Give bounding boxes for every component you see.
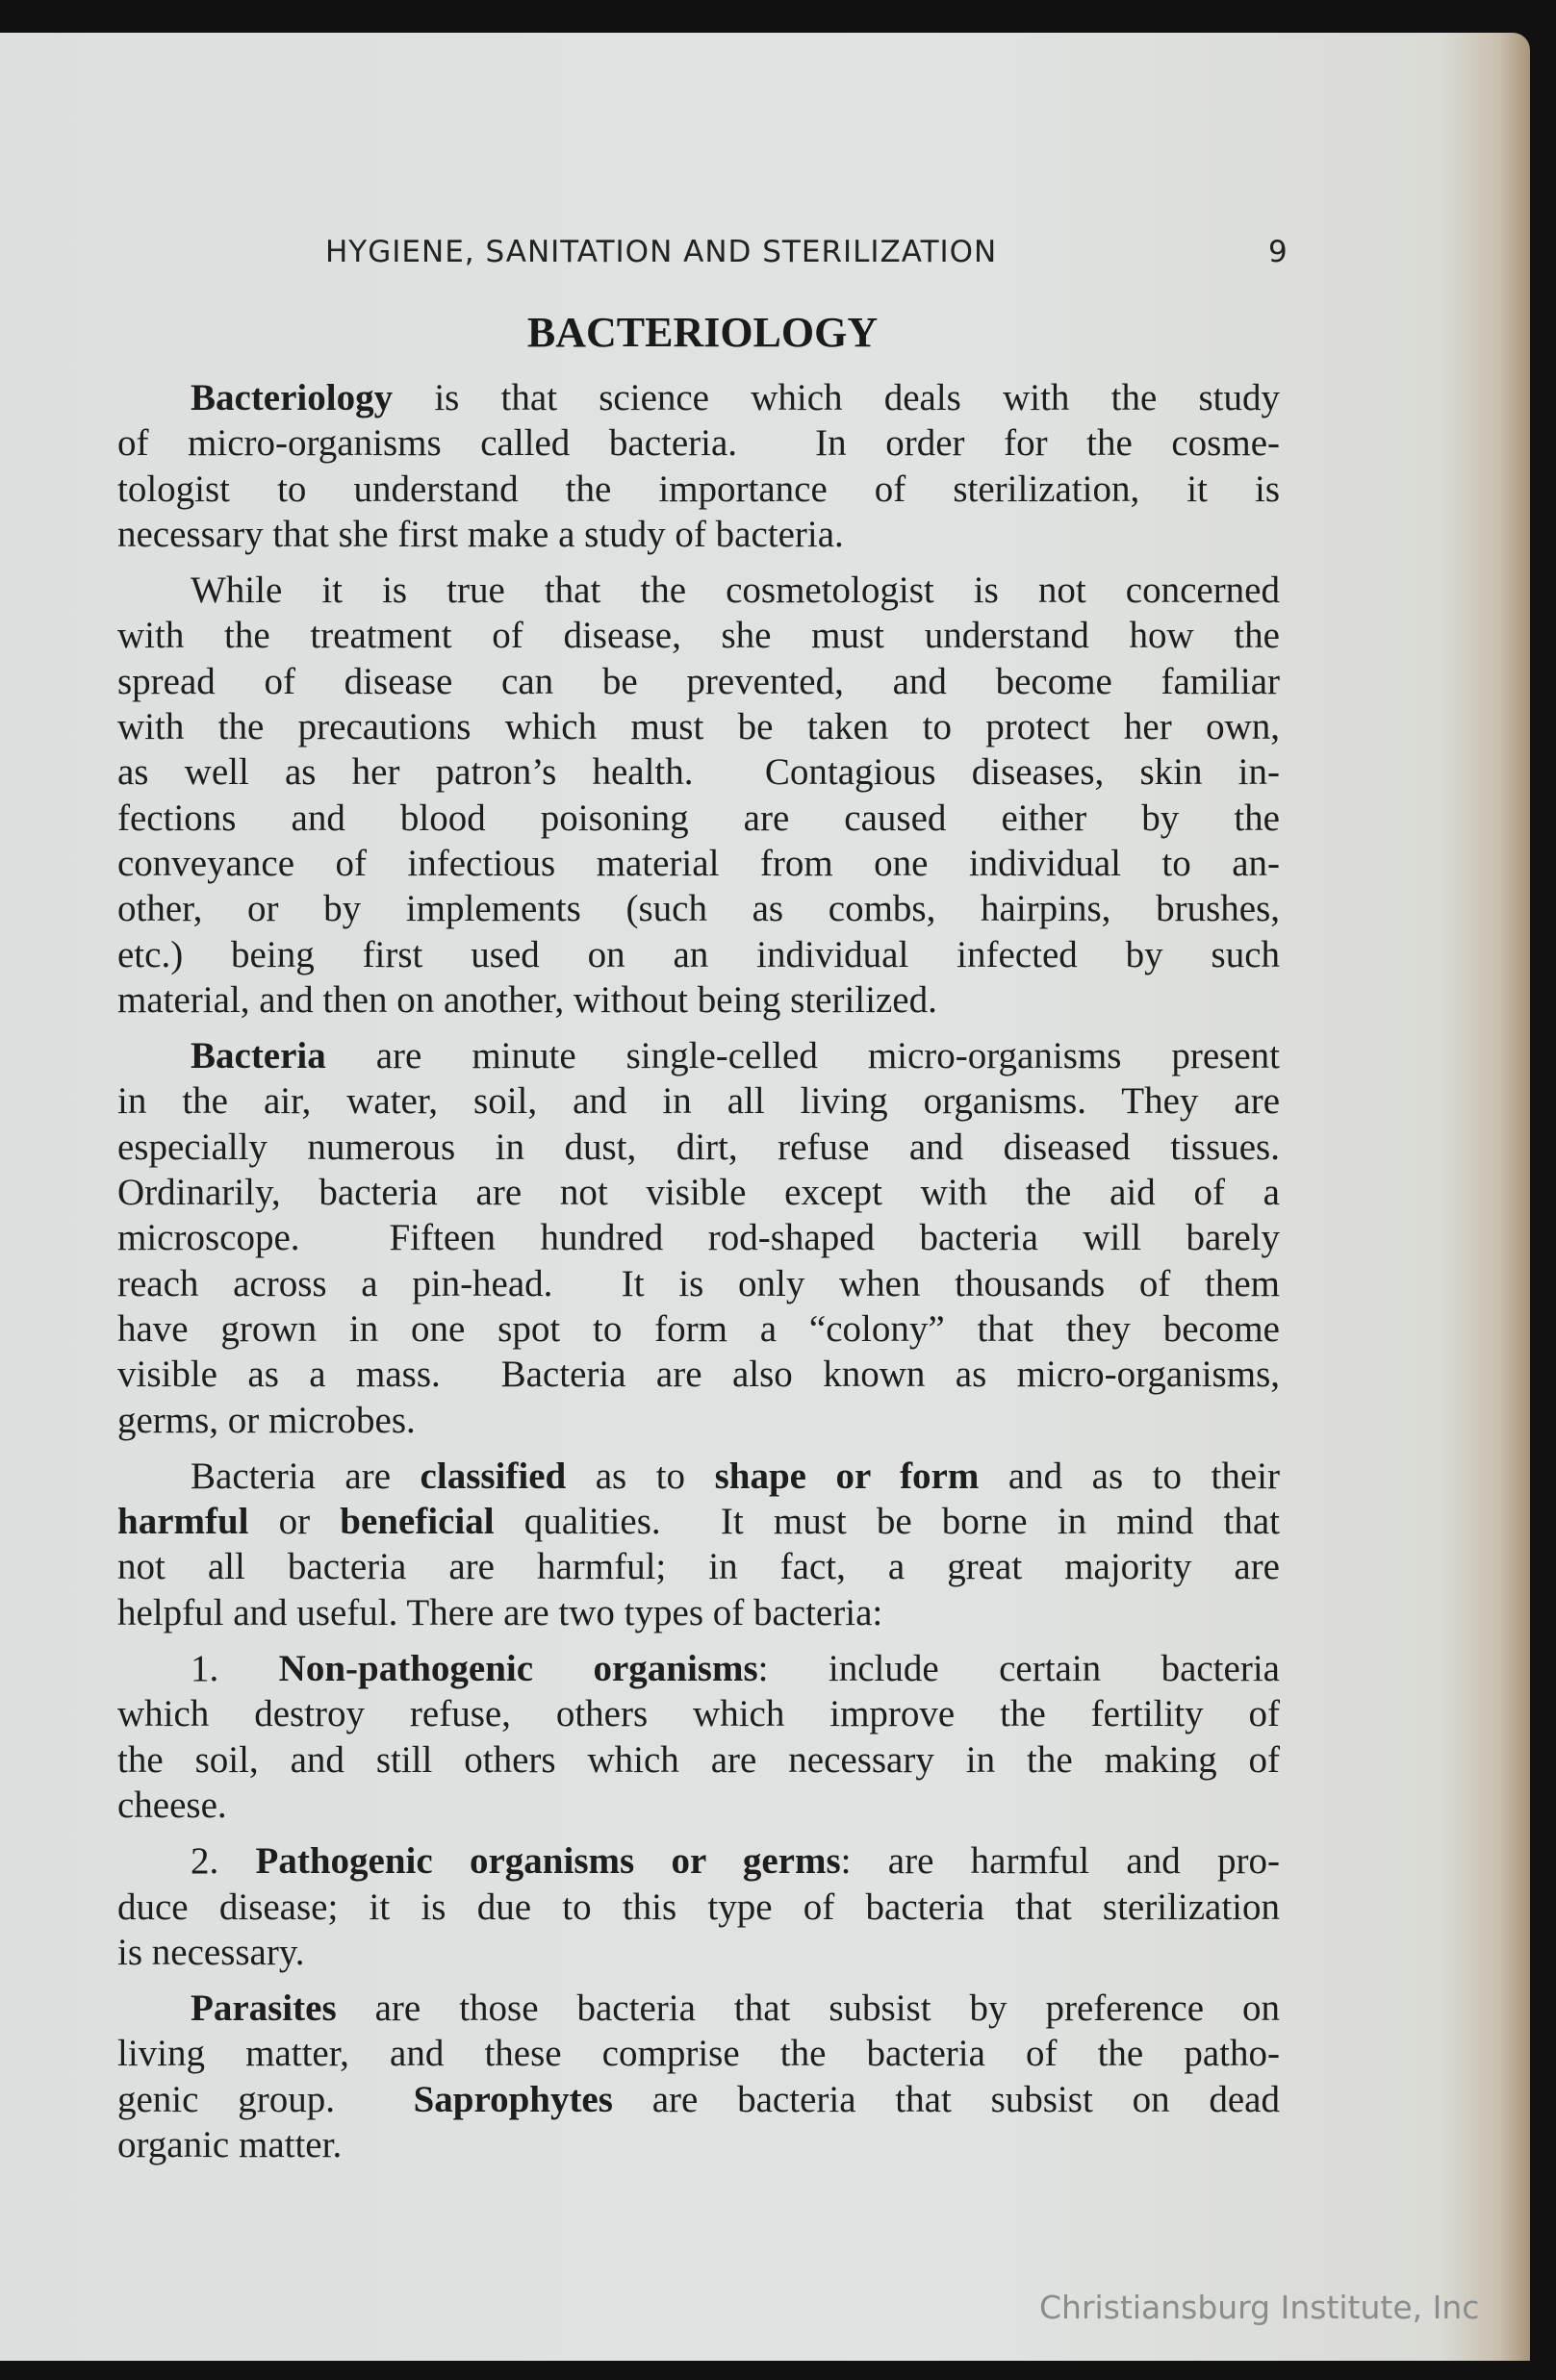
text-run: : are harmful and pro-: [840, 1840, 1280, 1883]
paragraph: [117, 1646, 1280, 1828]
page-number: 9: [1268, 235, 1288, 269]
text-line: [117, 1885, 1280, 1930]
text-run: : include certain bacteria: [757, 1648, 1280, 1690]
text-run: have grown in one spot to form a “colony” that they become: [117, 1307, 1280, 1350]
text-line: [117, 512, 1280, 557]
text-line: [117, 932, 1280, 977]
text-line: [117, 1838, 1280, 1884]
text-line: [117, 659, 1280, 704]
text-run: in the air, water, soil, and in all living organisms. They are: [117, 1080, 1280, 1123]
body-text: [117, 375, 1280, 2178]
text-line: [117, 1499, 1280, 1544]
text-line: [117, 1170, 1280, 1215]
text-run: microscope. Fifteen hundred rod-shaped bacteria will barely: [117, 1217, 1280, 1259]
text-line: [117, 613, 1280, 658]
text-run: 2.: [191, 1840, 256, 1883]
text-run: other, or by implements (such as combs, hairpins, brushes,: [117, 888, 1280, 930]
text-run: necessary that she first make a study of bacteria.: [117, 513, 844, 555]
section-title: BACTERIOLOGY: [526, 309, 879, 356]
text-run: with the treatment of disease, she must understand how the: [117, 615, 1280, 657]
text-line: [117, 977, 1280, 1023]
text-run: etc.) being first used on an individual infected by such: [117, 933, 1280, 975]
paragraph: [117, 1986, 1280, 2167]
text-line: [117, 1033, 1280, 1078]
text-run: reach across a pin-head. It is only when thousands of them: [117, 1262, 1280, 1304]
bold-term: Pathogenic organisms or germs: [255, 1840, 841, 1883]
text-run: visible as a mass. Bacteria are also known as micro-organisms,: [117, 1354, 1280, 1396]
bold-term: beneficial: [340, 1501, 495, 1543]
text-run: Ordinarily, bacteria are not visible except with the aid of a: [117, 1172, 1280, 1214]
text-run: germs, or microbes.: [117, 1399, 416, 1441]
text-run: fections and blood poisoning are caused either by the: [117, 797, 1280, 839]
text-line: [117, 1986, 1280, 2031]
text-run: qualities. It must be borne in mind that: [494, 1501, 1281, 1543]
text-line: [117, 704, 1280, 749]
bold-term: harmful: [117, 1501, 249, 1543]
text-line: [117, 1078, 1280, 1124]
text-run: with the precautions which must be taken to protect her own,: [117, 706, 1280, 748]
text-line: [117, 375, 1280, 420]
bold-term: shape or form: [714, 1455, 980, 1497]
bold-term: Saprophytes: [413, 2078, 613, 2120]
text-run: living matter, and these comprise the bacteria of the patho-: [117, 2033, 1280, 2075]
text-run: cheese.: [117, 1784, 227, 1826]
text-run: conveyance of infectious material from one individual to an-: [117, 842, 1280, 884]
text-run: are minute single-celled micro-organisms present: [325, 1035, 1280, 1077]
text-run: spread of disease can be prevented, and become familiar: [117, 660, 1280, 702]
text-line: [117, 1215, 1280, 1260]
text-line: [117, 2031, 1280, 2076]
paragraph: [117, 568, 1280, 1023]
text-line: [117, 467, 1280, 512]
bold-term: Bacteria: [191, 1035, 326, 1077]
text-line: [117, 1590, 1280, 1635]
text-line: [117, 2077, 1280, 2122]
text-line: [117, 1691, 1280, 1736]
text-line: [117, 1125, 1280, 1170]
text-run: not all bacteria are harmful; in fact, a great majority are: [117, 1546, 1280, 1588]
paragraph: [117, 1454, 1280, 1635]
text-line: [117, 1646, 1280, 1691]
text-run: the soil, and still others which are necessary in the making of: [117, 1738, 1280, 1781]
text-line: [117, 1783, 1280, 1828]
text-run: helpful and useful. There are two types of bacteria:: [117, 1591, 883, 1633]
text-run: tologist to understand the importance of sterilization, it is: [117, 468, 1280, 510]
text-run: of micro-organisms called bacteria. In order for the cosme-: [117, 422, 1280, 465]
text-run: which destroy refuse, others which improve the fertility of: [117, 1693, 1280, 1735]
text-run: are bacteria that subsist on dead: [612, 2078, 1280, 2120]
text-run: genic group.: [117, 2078, 414, 2120]
text-run: is necessary.: [117, 1931, 305, 1973]
text-line: [117, 1737, 1280, 1783]
text-line: [117, 886, 1280, 931]
text-line: [117, 1352, 1280, 1397]
text-line: [117, 1454, 1280, 1499]
text-run: as to: [566, 1455, 715, 1497]
text-run: are those bacteria that subsist by preference on: [336, 1988, 1280, 2030]
text-line: [117, 1261, 1280, 1306]
text-run: While it is true that the cosmetologist is not concerned: [191, 570, 1280, 612]
text-line: [117, 2122, 1280, 2167]
bold-term: Parasites: [191, 1988, 337, 2030]
watermark: Christiansburg Institute, Inc: [1039, 2289, 1480, 2326]
bold-term: classified: [420, 1455, 567, 1497]
text-run: especially numerous in dust, dirt, refuse and diseased tissues.: [117, 1126, 1280, 1168]
text-line: [117, 568, 1280, 613]
bold-term: Non-pathogenic organisms: [278, 1648, 758, 1690]
text-run: or: [248, 1501, 341, 1543]
paragraph: [117, 1033, 1280, 1443]
text-line: [117, 1544, 1280, 1589]
text-run: is that science which deals with the study: [393, 377, 1280, 418]
text-line: [117, 841, 1280, 886]
text-line: [117, 1930, 1280, 1975]
running-header: HYGIENE, SANITATION AND STERILIZATION: [325, 235, 998, 269]
text-run: as well as her patron’s health. Contagious diseases, skin in-: [117, 751, 1280, 794]
paragraph: [117, 375, 1280, 557]
text-run: Bacteria are: [191, 1455, 421, 1497]
text-line: [117, 420, 1280, 466]
book-page: [0, 33, 1530, 2361]
text-run: 1.: [191, 1648, 279, 1690]
text-run: and as to their: [979, 1455, 1280, 1497]
paragraph: [117, 1838, 1280, 1975]
text-line: [117, 796, 1280, 841]
text-line: [117, 749, 1280, 795]
text-line: [117, 1306, 1280, 1352]
text-run: duce disease; it is due to this type of bacteria that sterilization: [117, 1886, 1280, 1928]
text-line: [117, 1398, 1280, 1443]
text-run: organic matter.: [117, 2123, 343, 2165]
text-run: material, and then on another, without being sterilized.: [117, 978, 937, 1021]
bold-term: Bacteriology: [191, 377, 394, 418]
